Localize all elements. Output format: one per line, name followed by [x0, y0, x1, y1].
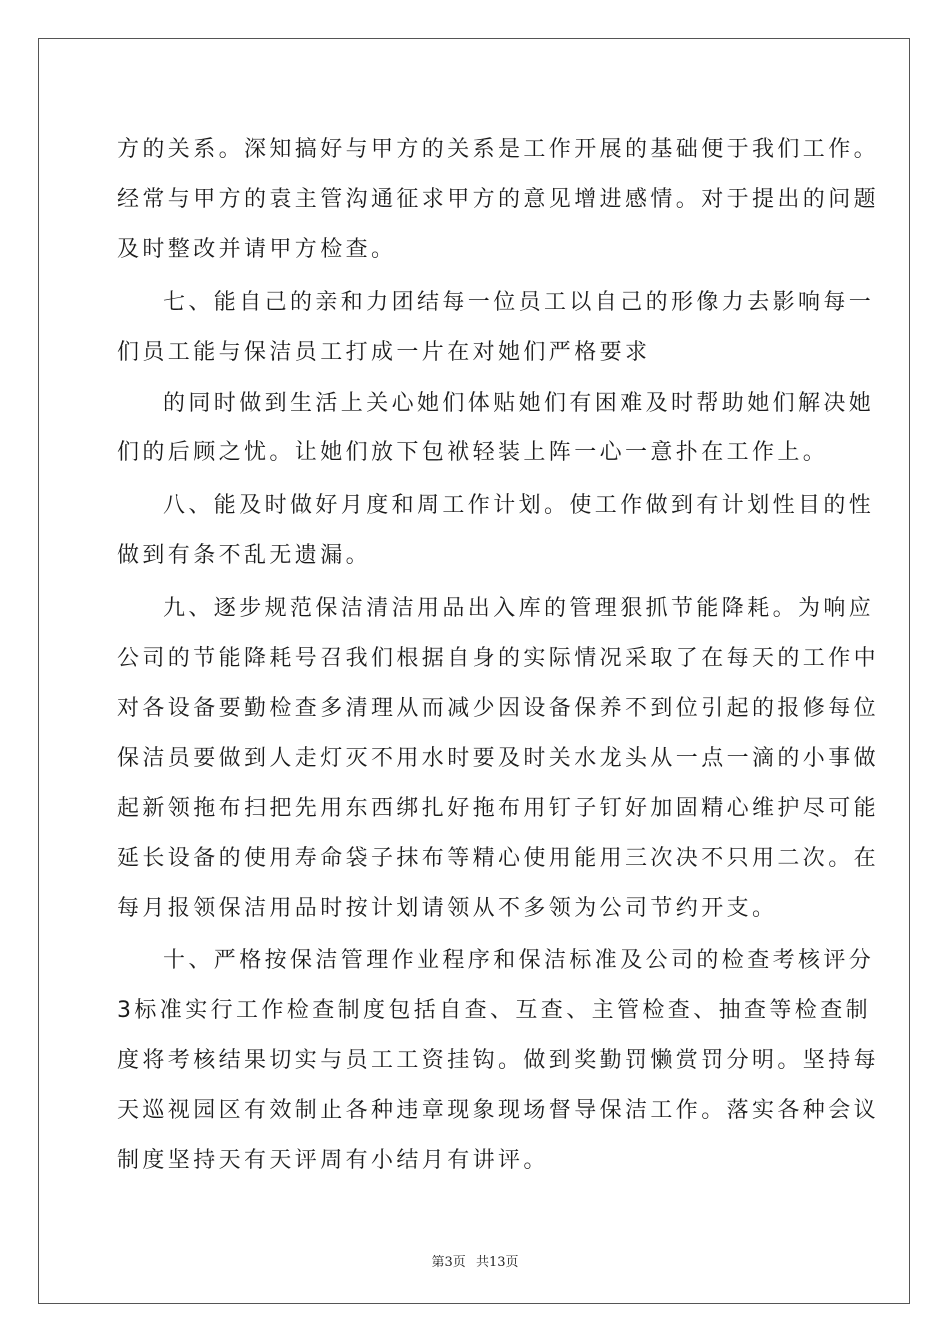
text-line: 天巡视园区有效制止各种违章现象现场督导保洁工作。落实各种会议	[117, 1098, 880, 1123]
text-line: 及时整改并请甲方检查。	[117, 237, 397, 262]
paragraph-ten-start: 十、严格按保洁管理作业程序和保洁标准及公司的检查考核评分	[163, 948, 875, 973]
text-line: 方的关系。深知搞好与甲方的关系是工作开展的基础便于我们工作。	[117, 137, 880, 162]
text-line: 对各设备要勤检查多清理从而减少因设备保养不到位引起的报修每位	[117, 696, 880, 721]
text-line: 们员工能与保洁员工打成一片在对她们严格要求	[117, 340, 651, 365]
text-line: 的同时做到生活上关心她们体贴她们有困难及时帮助她们解决她	[163, 391, 875, 416]
text-line: 延长设备的使用寿命袋子抹布等精心使用能用三次决不只用二次。在	[117, 846, 880, 871]
text-line: 公司的节能降耗号召我们根据自身的实际情况采取了在每天的工作中	[117, 646, 880, 671]
paragraph-eight-start: 八、能及时做好月度和周工作计划。使工作做到有计划性目的性	[163, 493, 875, 518]
paragraph-seven-start: 七、能自己的亲和力团结每一位员工以自己的形像力去影响每一	[163, 290, 875, 315]
text-line: 做到有条不乱无遗漏。	[117, 543, 372, 568]
text-line: 每月报领保洁用品时按计划请领从不多领为公司节约开支。	[117, 896, 778, 921]
text-line: 制度坚持天有天评周有小结月有讲评。	[117, 1148, 549, 1173]
text-line: 起新领拖布扫把先用东西绑扎好拖布用钉子钉好加固精心维护尽可能	[117, 796, 880, 821]
page-number: 第3页	[431, 1255, 466, 1270]
text-line: 们的后顾之忧。让她们放下包袱轻装上阵一心一意扑在工作上。	[117, 440, 829, 465]
text-line: 度将考核结果切实与员工工资挂钩。做到奖勤罚懒赏罚分明。坚持每	[117, 1048, 880, 1073]
page-total: 共13页	[475, 1255, 519, 1270]
paragraph-nine-start: 九、逐步规范保洁清洁用品出入库的管理狠抓节能降耗。为响应	[163, 596, 875, 621]
text-line: 保洁员要做到人走灯灭不用水时要及时关水龙头从一点一滴的小事做	[117, 746, 880, 771]
page-footer	[0, 1251, 950, 1270]
text-line: 经常与甲方的袁主管沟通征求甲方的意见增进感情。对于提出的问题	[117, 187, 880, 212]
text-line: 3标准实行工作检查制度包括自查、互查、主管检查、抽查等检查制	[117, 998, 871, 1023]
